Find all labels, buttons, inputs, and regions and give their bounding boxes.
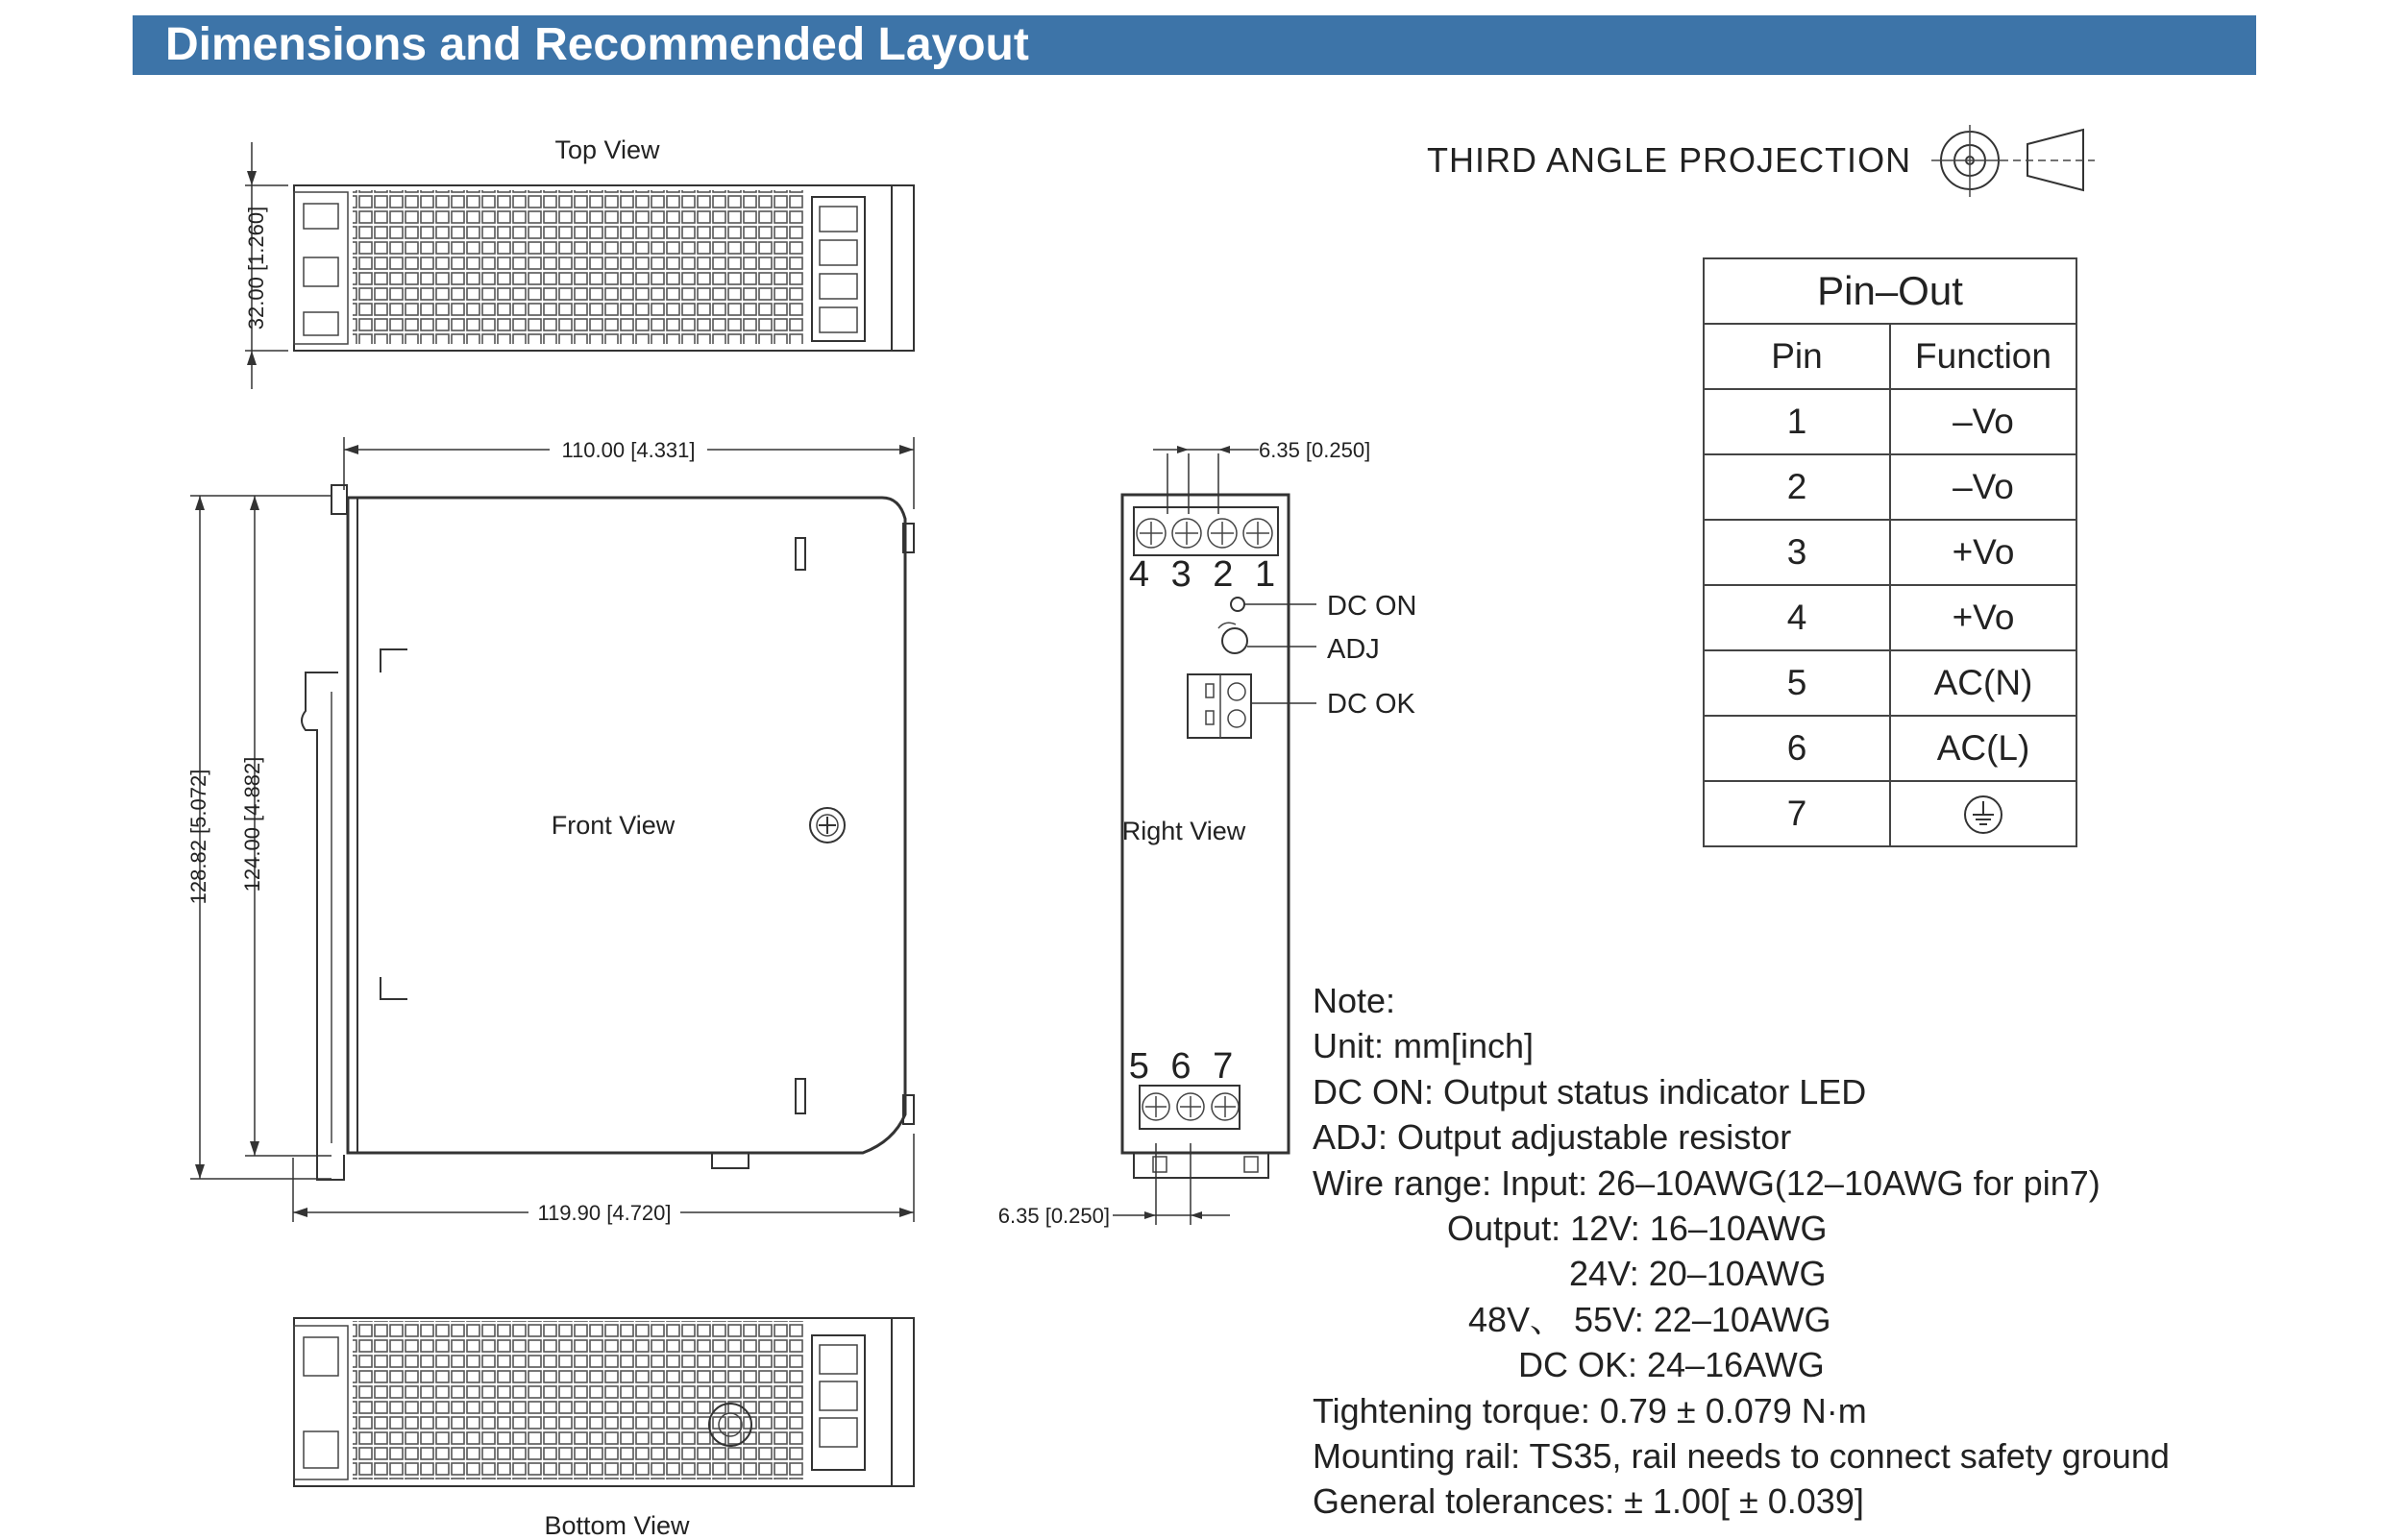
pin-number: 6 (1704, 716, 1890, 781)
top-terminal-labels: 4 3 2 1 (1128, 554, 1282, 595)
pinout-row (1704, 454, 2076, 520)
pin-function: –Vo (1890, 389, 2076, 454)
callout-dc-on: DC ON (1327, 591, 1417, 622)
callout-dc-ok: DC OK (1327, 689, 1415, 720)
note-wire-dc-ok: DC OK: 24–16AWG (1518, 1345, 1825, 1385)
pin-function: AC(L) (1890, 716, 2076, 781)
pinout-header-function: Function (1890, 324, 2076, 389)
note-wire-48v: 48V、 55V: 22–10AWG (1468, 1299, 1831, 1339)
pinout-row (1704, 520, 2076, 585)
pin-number: 5 (1704, 650, 1890, 716)
right-view-label: Right View (1121, 817, 1246, 845)
third-angle-projection-icon (1931, 125, 2095, 197)
bottom-view-label: Bottom View (544, 1511, 690, 1540)
note-wire-output-12v: Output: 12V: 16–10AWG (1447, 1209, 1828, 1249)
bottom-view (294, 1318, 914, 1540)
pinout-header-pin: Pin (1704, 324, 1890, 389)
note-torque: Tightening torque: 0.79 ± 0.079 N·m (1313, 1390, 1867, 1430)
note-rail: Mounting rail: TS35, rail needs to connect safety ground (1313, 1436, 2170, 1477)
dim-front-total-width: 119.90 [4.720] (537, 1201, 672, 1225)
note-adj: ADJ: Output adjustable resistor (1313, 1117, 1792, 1158)
pin-number: 1 (1704, 389, 1890, 454)
front-view-label: Front View (551, 811, 676, 840)
pin-function: +Vo (1890, 585, 2076, 650)
pin-function-ground (1890, 781, 2076, 846)
pin-function: AC(N) (1890, 650, 2076, 716)
pinout-title: Pin–Out (1704, 258, 2076, 324)
pin-function: –Vo (1890, 454, 2076, 520)
note-wire-input: Wire range: Input: 26–10AWG(12–10AWG for pin7) (1313, 1162, 2100, 1203)
pin-function: +Vo (1890, 520, 2076, 585)
pinout-row (1704, 716, 2076, 781)
pinout-table (1703, 257, 2077, 847)
pin-number: 7 (1704, 781, 1890, 846)
note-wire-24v: 24V: 20–10AWG (1569, 1254, 1827, 1294)
dim-pitch-top: 6.35 [0.250] (1259, 438, 1371, 462)
ground-icon (1962, 794, 2004, 836)
pinout-row (1704, 585, 2076, 650)
dim-pitch-bottom: 6.35 [0.250] (997, 1204, 1110, 1228)
top-view-label: Top View (554, 135, 660, 164)
top-view (244, 135, 914, 389)
pinout-row (1704, 781, 2076, 846)
pin-number: 4 (1704, 585, 1890, 650)
pinout-row (1704, 389, 2076, 454)
note-unit: Unit: mm[inch] (1313, 1026, 1535, 1066)
dim-top-height: 32.00 [1.260] (244, 206, 268, 330)
front-view (186, 437, 914, 1225)
pinout-row (1704, 650, 2076, 716)
pin-number: 3 (1704, 520, 1890, 585)
notes-title: Note: (1313, 981, 1396, 1020)
dim-front-height: 124.00 [4.882] (240, 756, 264, 892)
pin-number: 2 (1704, 454, 1890, 520)
bottom-terminal-labels: 5 6 7 (1128, 1046, 1240, 1087)
dim-front-height-total: 128.82 [5.072] (186, 769, 210, 905)
callout-adj: ADJ (1327, 634, 1380, 665)
page-title: Dimensions and Recommended Layout (165, 19, 1029, 70)
dim-front-width: 110.00 [4.331] (561, 438, 696, 462)
note-tolerance: General tolerances: ± 1.00[ ± 0.039] (1313, 1481, 1864, 1522)
notes-block (1313, 978, 2170, 1525)
projection-label: THIRD ANGLE PROJECTION (1427, 140, 1912, 180)
note-dc-on: DC ON: Output status indicator LED (1313, 1071, 1867, 1112)
